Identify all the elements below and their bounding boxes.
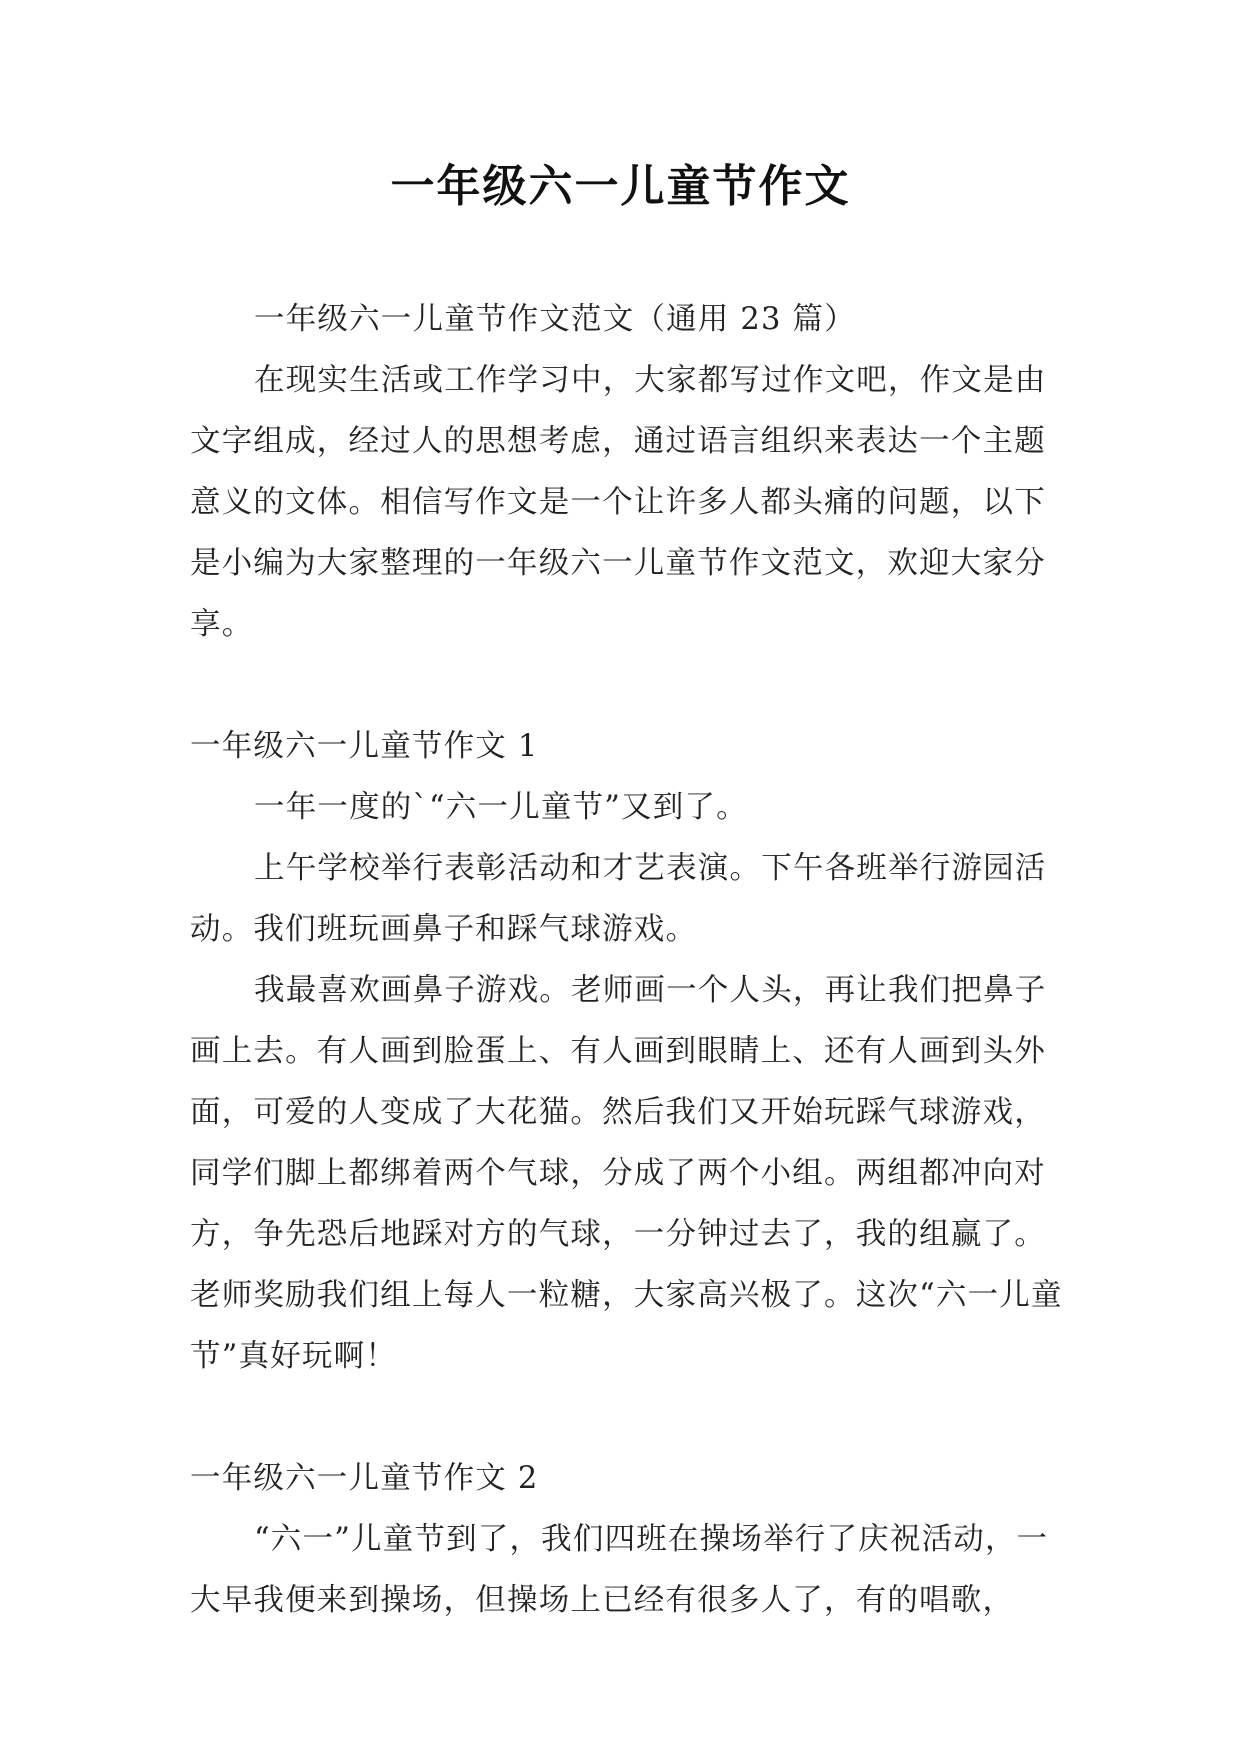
essay-2-heading: 一年级六一儿童节作文 2 (190, 1461, 539, 1496)
essay-2-paragraph-1: “六一”儿童节到了，我们四班在操场举行了庆祝活动，一大早我便来到操场，但操场上已经有很多人了，有的唱歌， (190, 1522, 1049, 1618)
intro-subtitle: 一年级六一儿童节作文范文（通用 23 篇） (254, 302, 856, 337)
intro-paragraph: 在现实生活或工作学习中，大家都写过作文吧，作文是由文字组成，经过人的思想考虑，通过语言组织来表达一个主题意义的文体。相信写作文是一个让许多人都头痛的问题，以下是小编为大家整理的一年级六一儿童节作文范文，欢迎大家分享。 (190, 363, 1047, 642)
essay-1-heading: 一年级六一儿童节作文 1 (190, 729, 539, 764)
essay-1-paragraph-3: 我最喜欢画鼻子游戏。老师画一个人头，再让我们把鼻子画上去。有人画到脸蛋上、有人画到眼睛上、还有人画到头外面，可爱的人变成了大花猫。然后我们又开始玩踩气球游戏，同学们脚上都绑着两个气球，分成了两个小组。两组都冲向对方，争先恐后地踩对方的气球，一分钟过去了，我的组赢了。老师奖励我们组上每人一粒糖，大家高兴极了。这次“六一儿童节”真好玩啊！ (190, 973, 1063, 1374)
essay-1-paragraph-2: 上午学校举行表彰活动和才艺表演。下午各班举行游园活动。我们班玩画鼻子和踩气球游戏。 (190, 851, 1047, 947)
essay-1-paragraph-1: 一年一度的`“六一儿童节”又到了。 (254, 790, 748, 825)
document-title: 一年级六一儿童节作文 (390, 161, 851, 212)
document-body (190, 289, 1068, 1631)
